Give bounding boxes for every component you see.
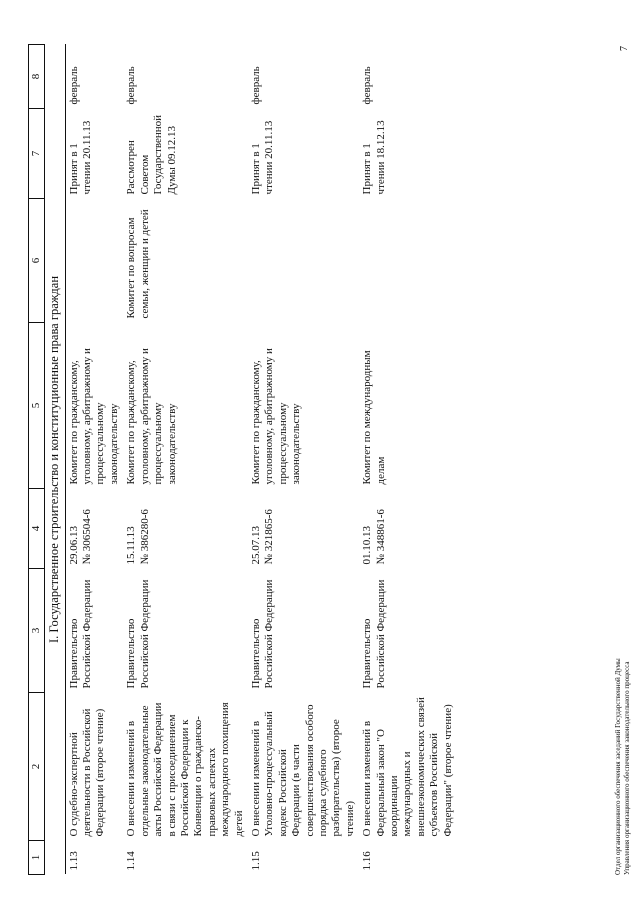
reg-number: № 321865-6 xyxy=(263,509,276,565)
co-committee xyxy=(248,199,359,323)
table-row xyxy=(123,45,248,875)
reg-date: 15.11.13 xyxy=(125,526,138,565)
committee: Комитет по международным делам xyxy=(361,350,387,485)
bill-name: О внесении изменений в Уголовно-процессуальный кодекс Российской Федерации (в части совершенствования особого порядка судебного разбирательства) (второе чтение) xyxy=(249,704,356,837)
row-number: 1.15 xyxy=(249,851,262,871)
section-title: I. Государственное строительство и конституционные права граждан xyxy=(45,45,65,875)
reg-number: № 306504-6 xyxy=(81,509,94,565)
status: Принят в 1 чтении 18.12.13 xyxy=(361,120,387,195)
bill-table xyxy=(28,44,457,875)
registration xyxy=(248,489,359,569)
col-header: 8 xyxy=(29,45,45,109)
co-committee xyxy=(359,199,457,323)
bill-name: О внесении изменений в Федеральный закон "О координации международных и внешнеэкономических связей субъектов Российской Федерации" (второе чтение) xyxy=(361,697,454,837)
co-committee xyxy=(65,199,123,323)
registration xyxy=(359,489,457,569)
initiator: Правительство Российской Федерации xyxy=(249,579,276,689)
committee: Комитет по гражданскому, уголовному, арбитражному и процессуальному законодательству xyxy=(67,348,120,485)
table-row xyxy=(65,45,123,875)
col-header: 4 xyxy=(29,489,45,569)
row-number: 1.14 xyxy=(125,851,138,871)
col-header: 2 xyxy=(29,693,45,841)
col-header: 7 xyxy=(29,109,45,199)
committee: Комитет по гражданскому, уголовному, арбитражному и процессуальному законодательству xyxy=(125,348,178,485)
registration xyxy=(123,489,248,569)
reg-date: 29.06.13 xyxy=(67,526,80,565)
col-header: 5 xyxy=(29,323,45,489)
initiator: Правительство Российской Федерации xyxy=(125,579,151,689)
term: февраль xyxy=(361,66,374,105)
registration xyxy=(65,489,123,569)
status: Принят в 1 чтении 20.11.13 xyxy=(249,120,276,195)
row-number: 1.16 xyxy=(361,851,374,871)
co-committee: Комитет по вопросам семьи, женщин и детей xyxy=(125,209,151,319)
footer-line-1: Отдел организационного обеспечения заседаний Государственной Думы xyxy=(613,658,622,875)
term: февраль xyxy=(67,66,80,105)
status: Рассмотрен Советом Государственной Думы 09.12.13 xyxy=(125,114,178,195)
col-header: 3 xyxy=(29,569,45,693)
col-header: 6 xyxy=(29,199,45,323)
footer-line-2: Управления организационного обеспечения законодательного процесса xyxy=(622,661,631,875)
reg-date: 01.10.13 xyxy=(361,526,374,565)
bill-name: О внесении изменений в отдельные законодательные акты Российской Федерации в связи с присоединением Российской Федерации к Конвенции о гражданско-правовых аспектах международного похищения детей xyxy=(125,702,245,837)
initiator: Правительство Российской Федерации xyxy=(67,579,94,689)
table-row xyxy=(248,45,359,875)
bill-name: О судебно-экспертной деятельности в Российской Федерации (второе чтение) xyxy=(67,708,107,837)
term: февраль xyxy=(249,66,262,105)
col-header: 1 xyxy=(29,841,45,875)
committee: Комитет по гражданскому, уголовному, арбитражному и процессуальному законодательству xyxy=(249,348,303,485)
initiator: Правительство Российской Федерации xyxy=(361,579,387,689)
reg-number: № 348861-6 xyxy=(374,509,387,565)
status: Принят в 1 чтении 20.11.13 xyxy=(67,120,94,195)
reg-number: № 386280-6 xyxy=(138,509,151,565)
row-number: 1.13 xyxy=(67,851,80,871)
page-number: 7 xyxy=(619,46,630,51)
section-row xyxy=(45,45,65,875)
reg-date: 25.07.13 xyxy=(249,526,262,565)
term: февраль xyxy=(125,66,138,105)
table-row xyxy=(359,45,457,875)
header-row xyxy=(29,45,45,875)
